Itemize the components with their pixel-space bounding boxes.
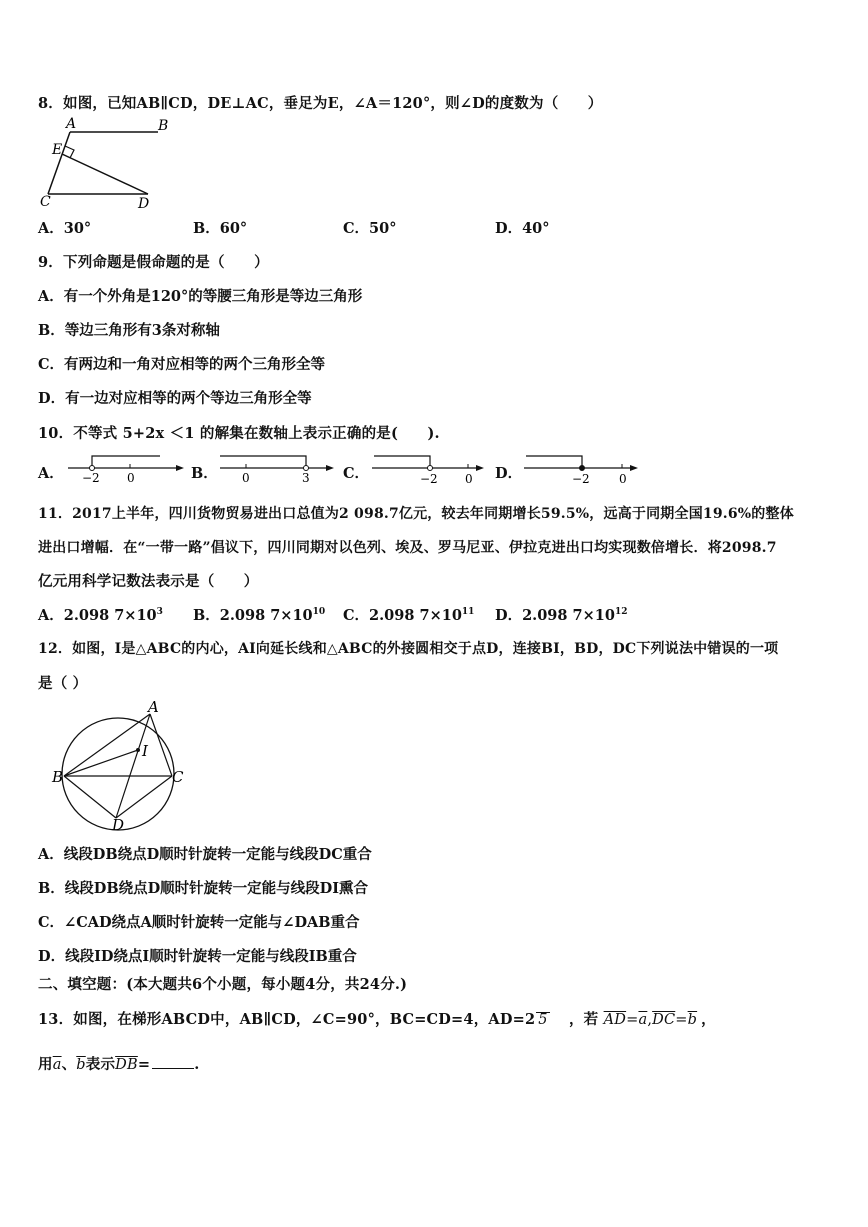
q11-line-2: 进出口增幅．在“一带一路”倡议下，四川同期对以色列、埃及、罗马尼亚、伊拉克进出口均实现数倍增长．将2098.7	[38, 540, 777, 556]
q13-vector-a: $\overline{a}$	[638, 1012, 648, 1028]
q9-option-b: B．等边三角形有3条对称轴	[38, 322, 220, 339]
q9-stem: 9．下列命题是假命题的是（ ）	[38, 254, 269, 271]
q11-line-3: 亿元用科学记数法表示是（ ）	[38, 573, 259, 590]
q9-option-c: C．有两边和一角对应相等的两个三角形全等	[38, 356, 326, 373]
q13-vector-a-2: $\overline{a}$	[52, 1057, 62, 1073]
q12-label-B: B	[52, 768, 64, 786]
q10-number-line-c	[368, 450, 493, 486]
q13-sqrt: 5	[538, 1012, 548, 1028]
q12-option-d: D．线段ID绕点I顺时针旋转一定能与线段IB重合	[38, 948, 357, 965]
q12-option-c: C．∠CAD绕点A顺时针旋转一定能与∠DAB重合	[38, 914, 360, 931]
section-heading: 二、填空题：(本大题共6个小题，每小题4分，共24分.)	[38, 976, 408, 993]
q12-line-2: 是（ ）	[38, 675, 88, 692]
q8-option-c: C．50°	[343, 220, 397, 237]
q13-vector-db: $\overline{DB}$	[115, 1057, 138, 1073]
q8-label-B: B	[158, 118, 169, 134]
q11-option-b: B．2.098 $7\times 10^{10}$	[193, 607, 326, 624]
q8-label-D: D	[138, 196, 150, 212]
q10-number-line-b	[216, 450, 341, 485]
q13-answer-blank	[152, 1054, 194, 1069]
q8-option-b: B．60°	[193, 220, 248, 237]
q9-option-d: D．有一边对应相等的两个等边三角形全等	[38, 390, 312, 407]
q12-line-1: 12．如图，I是△ABC的内心，AI向延长线和△ABC的外接圆相交于点D，连接BI，BD，DC下列说法中错误的一项	[38, 641, 779, 657]
q10-c-tick-2: 0	[465, 472, 473, 486]
q13-line-2: 用$\overline{a}$、$\overline{b}$表示$\overline{DB}=$ .	[38, 1056, 200, 1073]
q10-b-tick-2: 3	[302, 471, 310, 485]
q11-option-a: A．2.098 $7\times 10^3$	[38, 607, 163, 624]
q10-option-c-letter: C．	[343, 465, 370, 482]
q13-vector-dc: $\overline{DC}$	[652, 1012, 676, 1028]
q10-stem: 10．不等式 5+2x ＜1 的解集在数轴上表示正确的是( ).	[38, 425, 440, 442]
q12-label-A: A	[148, 698, 159, 716]
q8-figure	[38, 116, 178, 212]
q10-a-tick-2: 0	[127, 471, 135, 485]
q8-label-A: A	[66, 116, 77, 132]
q12-label-D: D	[112, 816, 125, 834]
q11-option-c: C．2.098 $7\times 10^{11}$	[343, 607, 475, 624]
q12-label-I: I	[142, 742, 148, 760]
q8-option-d: D．40°	[495, 220, 550, 237]
q10-number-line-a	[64, 450, 189, 485]
q10-b-tick-1: 0	[242, 471, 250, 485]
q11-option-d: D．2.098 $7\times 10^{12}$	[495, 607, 628, 624]
q10-option-a-letter: A．	[38, 465, 64, 482]
q8-stem: 8．如图，已知AB∥CD，DE⊥AC，垂足为E，∠A＝120°，则∠D的度数为（ ）	[38, 95, 603, 112]
q11-line-1: 11．2017上半年，四川货物贸易进出口总值为2 098.7亿元，较去年同期增长59.5%，远高于同期全国19.6%的整体	[38, 506, 794, 522]
q10-d-tick-2: 0	[619, 472, 627, 486]
q8-option-a: A．30°	[38, 220, 92, 237]
q10-number-line-d	[520, 450, 645, 486]
q13-line-1: 13．如图，在梯形ABCD中，AB∥CD，∠C=90°，BC=CD=4，AD=2 5 ，若 $\overline{AD}=\overline{a},\overline{DC}=\overline{b}$ ，	[38, 1011, 716, 1028]
q8-label-C: C	[40, 194, 51, 210]
q10-a-tick-1: −2	[82, 471, 100, 485]
q13-vector-b-2: $\overline{b}$	[76, 1057, 86, 1073]
q10-c-tick-1: −2	[420, 472, 438, 486]
q8-label-E: E	[52, 142, 63, 158]
q13-vector-b: $\overline{b}$	[687, 1012, 698, 1028]
q10-d-tick-1: −2	[572, 472, 590, 486]
q10-option-d-letter: D．	[495, 465, 523, 482]
q12-figure	[50, 698, 200, 833]
q10-option-b-letter: B．	[191, 465, 218, 482]
q12-option-a: A．线段DB绕点D顺时针旋转一定能与线段DC重合	[38, 846, 372, 863]
q12-label-C: C	[172, 768, 184, 786]
q13-vector-ad: $\overline{AD}$	[603, 1012, 627, 1028]
q9-option-a: A．有一个外角是120°的等腰三角形是等边三角形	[38, 288, 363, 305]
q12-option-b: B．线段DB绕点D顺时针旋转一定能与线段DI熏合	[38, 880, 369, 897]
